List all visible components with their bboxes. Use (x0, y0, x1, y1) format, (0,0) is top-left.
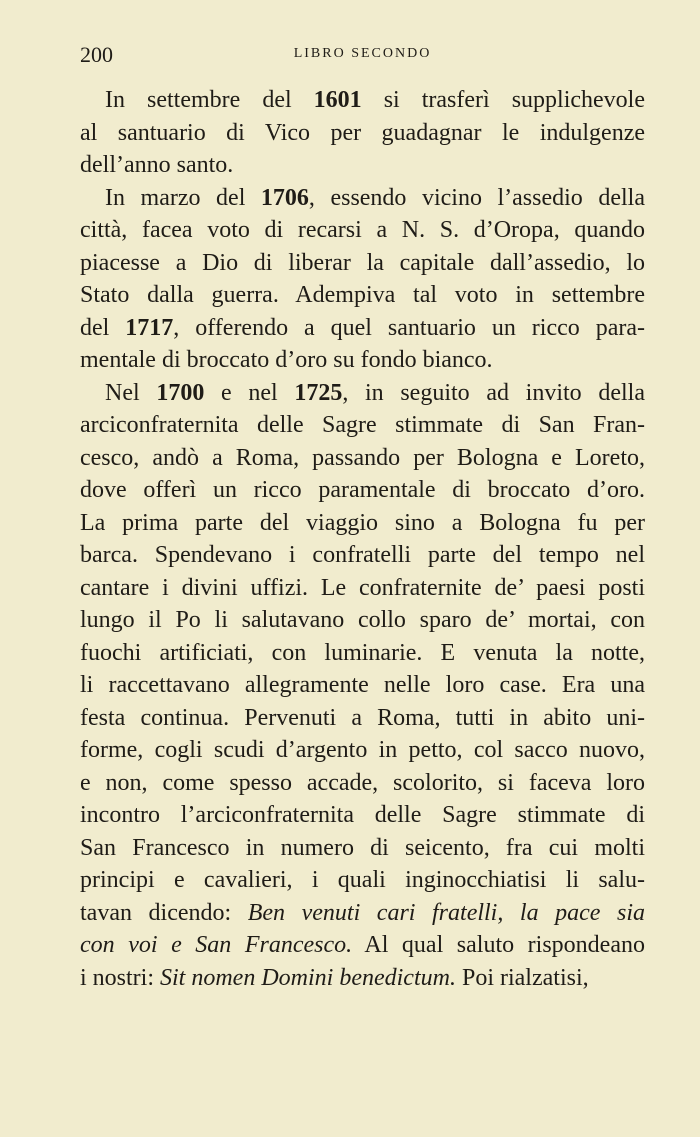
text-segment: barca. Spendevano i confratelli parte del tempo nel (80, 542, 645, 568)
text-segment: principi e cavalieri, i quali inginocchiatisi li salu- (80, 867, 645, 893)
text-line (80, 442, 645, 475)
text-line (80, 247, 645, 280)
text-line (80, 344, 645, 377)
year-number: 1725 (294, 379, 343, 406)
text-line (80, 474, 645, 507)
text-segment: La prima parte del viaggio sino a Bologna fu per (80, 509, 645, 536)
text-line (80, 84, 645, 117)
running-head: LIBRO SECONDO (293, 46, 432, 61)
text-segment: città, facea voto di recarsi a N. S. d’Oropa, quando (80, 217, 645, 243)
text-segment: i nostri: (80, 964, 161, 991)
page-number: 200 (80, 42, 113, 67)
year-number: 1700 (156, 379, 205, 406)
text-segment: lungo il Po li salutavano collo sparo de’ mortai, con (80, 607, 645, 633)
text-line (80, 669, 645, 702)
italic-quote: Sit nomen Domini benedictum. (160, 964, 456, 991)
page-header (80, 42, 645, 72)
italic-quote: con voi e San Francesco. (80, 932, 353, 958)
text-segment: dove offerì un ricco paramentale di broccato d’oro. (80, 477, 645, 503)
text-line (80, 832, 645, 865)
year-number: 1706 (260, 184, 309, 211)
text-segment: In marzo del (105, 184, 261, 211)
text-line (80, 572, 645, 605)
year-number: 1717 (125, 314, 174, 341)
text-segment: fuochi artificiati, con luminarie. E venuta la notte, (80, 639, 645, 666)
text-line (80, 214, 645, 247)
text-line (80, 182, 645, 215)
text-segment: forme, cogli scudi d’argento in petto, col sacco nuovo, (80, 737, 645, 763)
text-segment: mentale di broccato d’oro su fondo bianco. (80, 347, 493, 373)
text-segment: San Francesco in numero di seicento, fra cui molti (80, 834, 645, 861)
text-segment: e nel (204, 379, 295, 406)
text-segment: al santuario di Vico per guadagnar le indulgenze (80, 119, 645, 146)
body-text (80, 84, 645, 994)
text-segment: , offerendo a quel santuario un ricco para- (173, 314, 645, 341)
text-segment: cesco, andò a Roma, passando per Bologna e Loreto, (80, 444, 645, 471)
text-line (80, 279, 645, 312)
text-segment: del (80, 314, 126, 341)
text-segment: Al qual saluto rispondeano (352, 932, 645, 958)
text-line (80, 897, 645, 930)
text-line (80, 864, 645, 897)
text-segment: arciconfraternita delle Sagre stimmate di San Fran- (80, 412, 645, 438)
text-line (80, 637, 645, 670)
text-line (80, 604, 645, 637)
text-segment: Poi rialzatisi, (455, 964, 589, 991)
text-line (80, 149, 645, 182)
text-segment: , in seguito ad invito della (342, 379, 645, 406)
text-line (80, 409, 645, 442)
text-segment: e non, come spesso accade, scolorito, si faceva loro (80, 769, 645, 796)
text-line (80, 799, 645, 832)
text-segment: si trasferì supplichevole (361, 87, 645, 113)
text-segment: li raccettavano allegramente nelle loro case. Era una (80, 672, 645, 698)
text-line (80, 117, 645, 150)
year-number: 1601 (313, 87, 362, 113)
text-segment: piacesse a Dio di liberar la capitale dall’assedio, lo (80, 249, 645, 276)
text-line (80, 962, 645, 995)
text-segment: dell’anno santo. (80, 152, 234, 178)
text-line (80, 702, 645, 735)
text-segment: , essendo vicino l’assedio della (308, 184, 645, 211)
italic-quote: Ben venuti cari fratelli, la pace sia (247, 899, 645, 926)
text-line (80, 734, 645, 767)
text-line (80, 312, 645, 345)
text-line (80, 539, 645, 572)
text-segment: Nel (105, 379, 157, 406)
text-segment: cantare i divini uffizi. Le confraternite de’ paesi posti (80, 574, 645, 601)
text-segment: festa continua. Pervenuti a Roma, tutti in abito uni- (80, 704, 645, 731)
text-segment: incontro l’arciconfraternita delle Sagre stimmate di (80, 802, 645, 828)
text-segment: tavan dicendo: (80, 899, 248, 926)
text-line (80, 929, 645, 962)
text-line (80, 767, 645, 800)
text-segment: In settembre del (105, 87, 314, 113)
text-line (80, 377, 645, 410)
text-segment: Stato dalla guerra. Adempiva tal voto in settembre (80, 282, 645, 308)
text-line (80, 507, 645, 540)
